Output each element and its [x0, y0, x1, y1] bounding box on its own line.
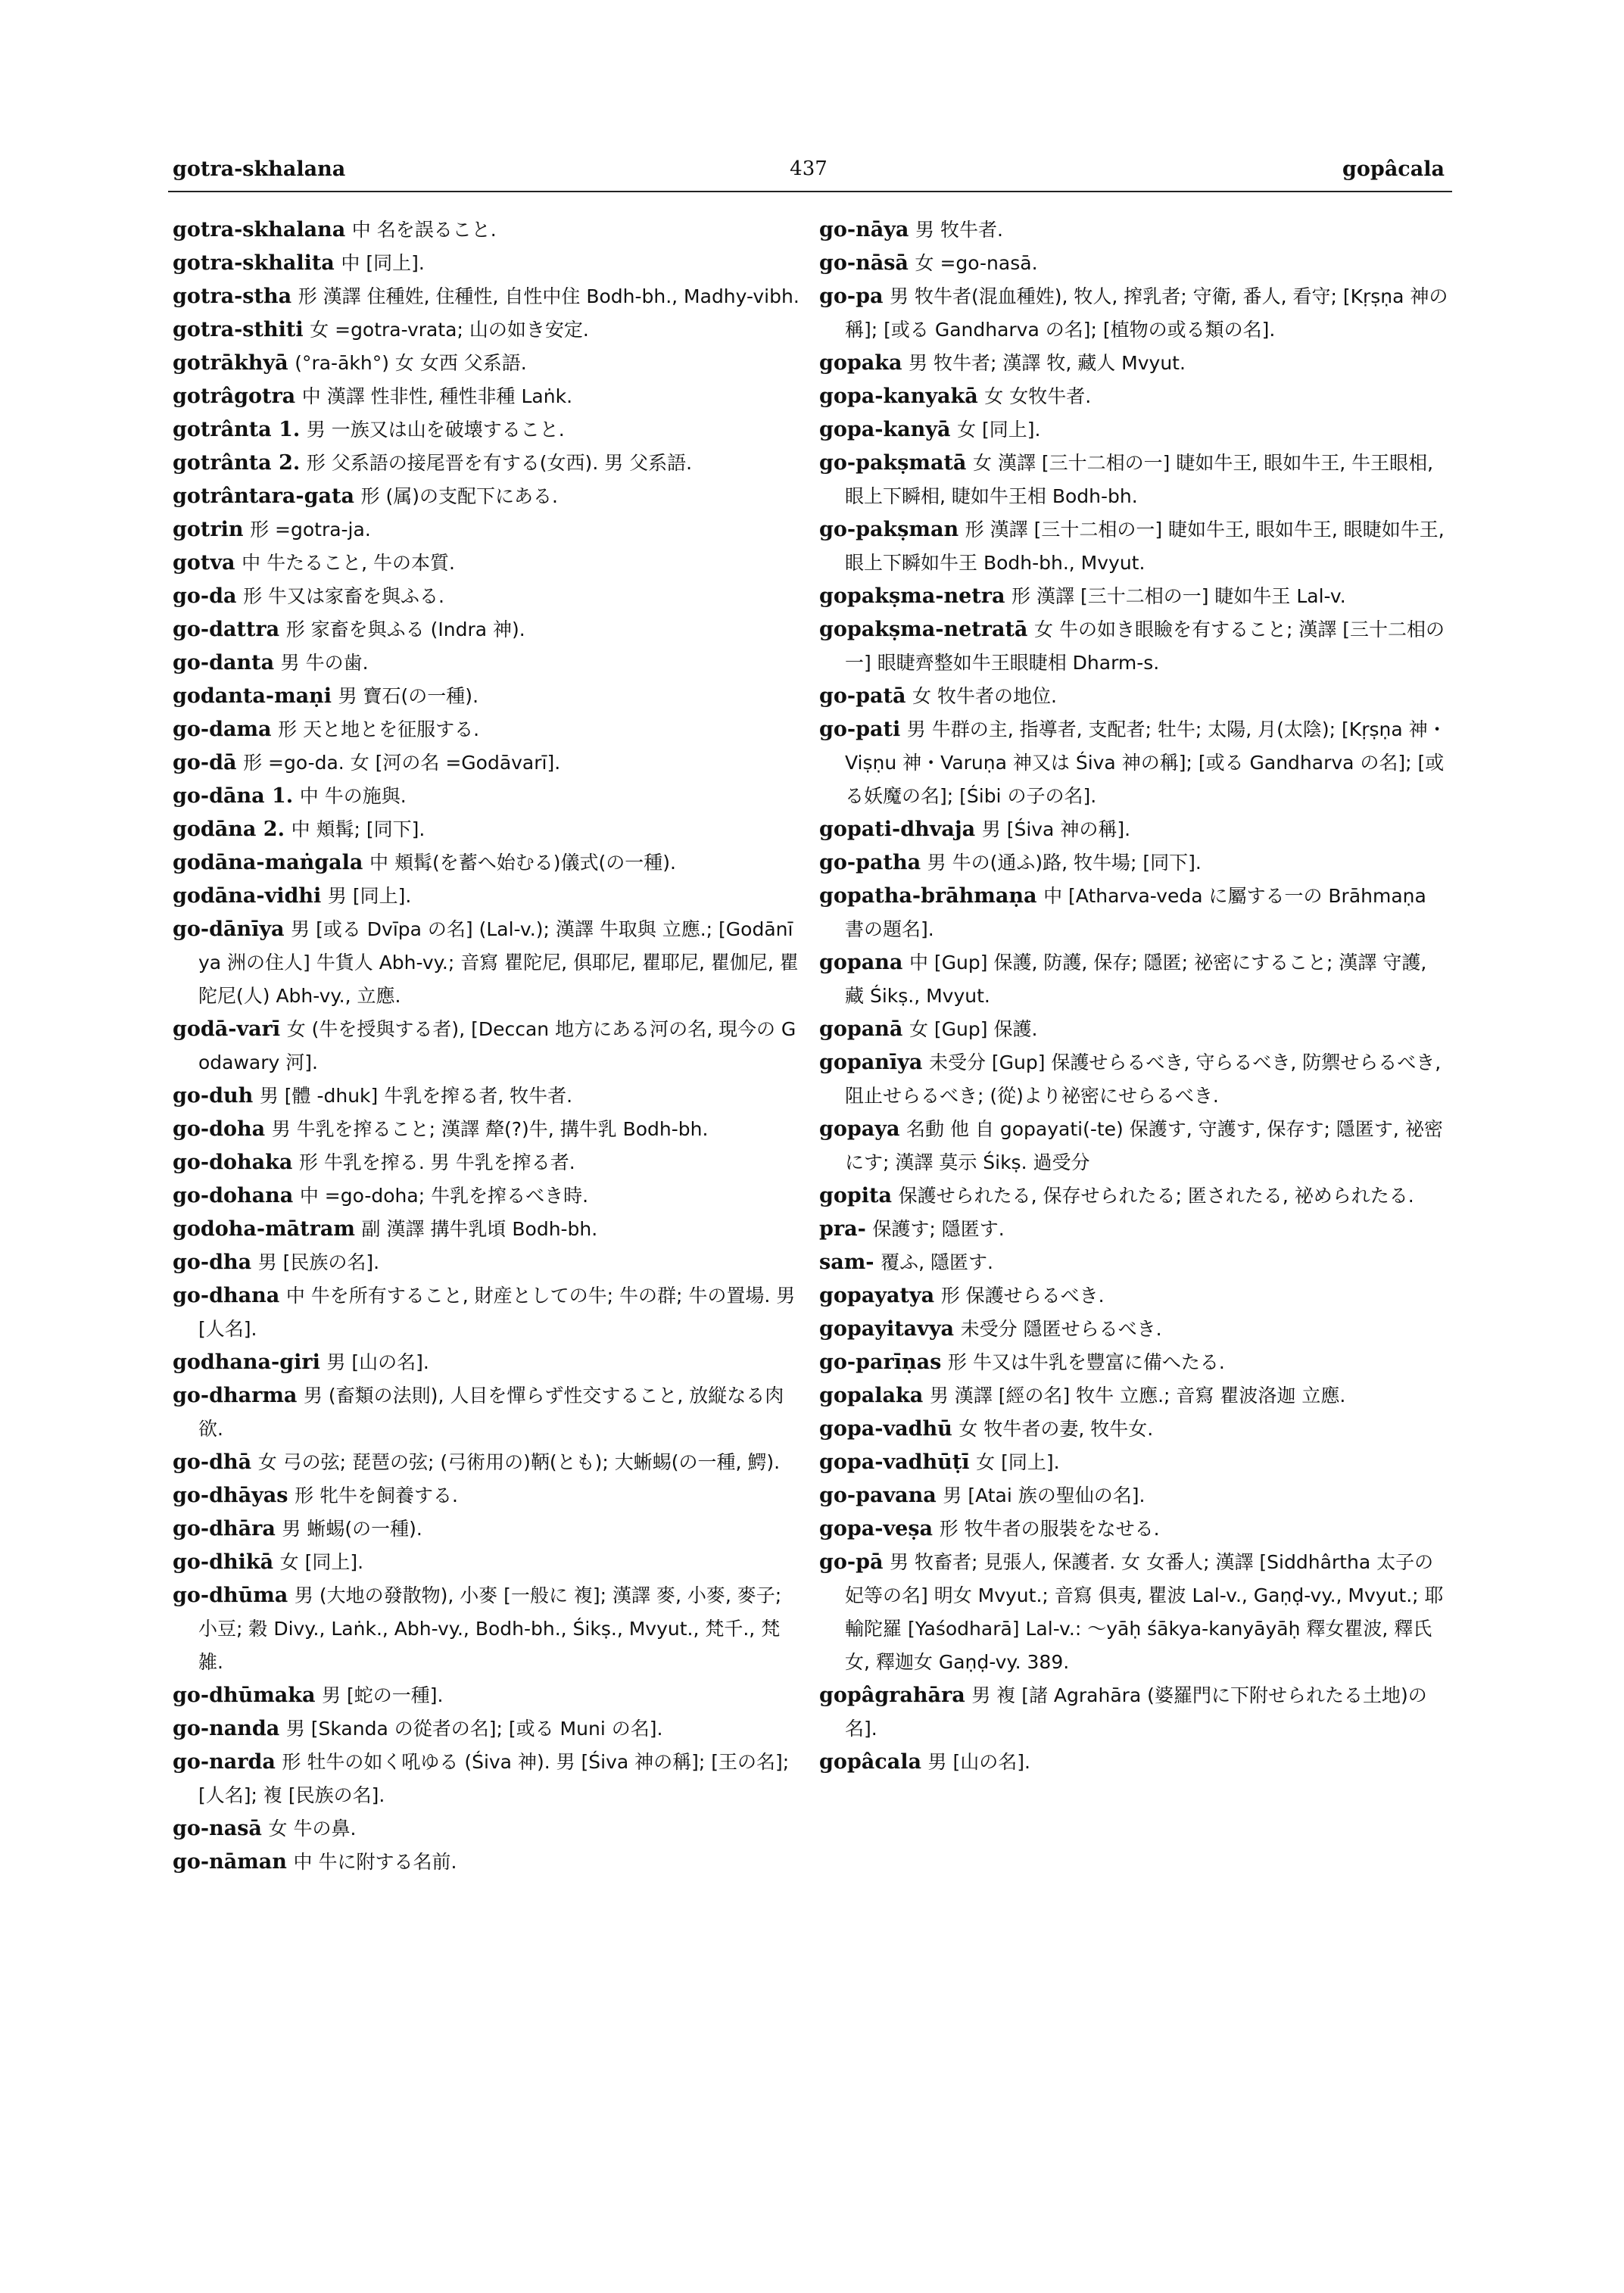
entry-definition: 女 女牧牛者.: [984, 385, 1092, 407]
dictionary-entry: [173, 280, 803, 313]
entry-definition: 女 (牛を授與する者), [Deccan 地方にある河の名, 現今の Godawary 河].: [198, 1018, 796, 1073]
entry-headword: go-nāman: [173, 1850, 287, 1874]
dictionary-entry: [173, 613, 803, 646]
entry-definition: 中 [Gup] 保護, 防護, 保存; 隱匿; 祕密にすること; 漢譯 守護, 藏 Śikṣ., Mvyut.: [845, 952, 1427, 1007]
entry-definition: 形 家畜を與ふる (Indra 神).: [285, 618, 525, 640]
entry-definition: 形 牝牛を飼養する.: [295, 1485, 458, 1506]
entry-definition: 男 [Atai 族の聖仙の名].: [943, 1485, 1146, 1506]
dictionary-entry: [819, 1379, 1449, 1413]
entry-definition: 形 =go-da. 女 [河の名 =Godāvarī].: [243, 752, 561, 774]
dictionary-entry: [173, 247, 803, 280]
entry-headword: gopakṣma-netra: [819, 584, 1005, 608]
entry-headword: go-nanda: [173, 1717, 280, 1740]
dictionary-entry: [819, 946, 1449, 1013]
dictionary-entry: [173, 1013, 803, 1080]
entry-definition: 女 牧牛者の地位.: [912, 685, 1057, 707]
entry-headword: go-dhāyas: [173, 1484, 288, 1507]
entry-headword: gopanīya: [819, 1051, 923, 1074]
entry-headword: go-pa: [819, 285, 884, 308]
entry-headword: gopa-vadhūṭī: [819, 1450, 970, 1474]
entry-headword: go-pakṣmatā: [819, 451, 967, 475]
entry-definition: 男 一族又は山を破壊すること.: [306, 419, 565, 441]
entry-headword: gopati-dhvaja: [819, 818, 976, 841]
dictionary-entry: [819, 1313, 1449, 1346]
entry-definition: 男 牛乳を搾ること; 漢譯 犛(?)牛, 搆牛乳 Bodh-bh.: [271, 1118, 709, 1140]
entry-headword: go-dohana: [173, 1184, 294, 1207]
entry-definition: 男 [蛇の一種].: [322, 1684, 444, 1706]
header-rule: [168, 191, 1452, 192]
dictionary-entry: [173, 880, 803, 913]
dictionary-entry: [819, 1679, 1449, 1746]
dictionary-entry: [819, 1513, 1449, 1546]
entry-headword: godanta-maṇi: [173, 684, 332, 708]
entry-headword: gotrânta 1.: [173, 418, 301, 441]
entry-headword: gotrântara-gata: [173, 484, 354, 508]
dictionary-entry: [819, 1046, 1449, 1113]
entry-headword: gotva: [173, 551, 235, 575]
entry-headword: godoha-mātram: [173, 1217, 355, 1241]
entry-definition: 男 牧牛者.: [915, 219, 1003, 241]
dictionary-entry: [173, 1513, 803, 1546]
entry-headword: go-pavana: [819, 1484, 937, 1507]
entry-headword: gopalaka: [819, 1384, 924, 1407]
entry-definition: 覆ふ, 隱匿す.: [881, 1251, 993, 1273]
entry-definition: 男 (大地の發散物), 小麥 [一般に 複]; 漢譯 麥, 小麥, 麥子; 小豆; 穀 Divy., Laṅk., Abh-vy., Bodh-bh., Śikṣ., Mvyut., 梵千., 梵雑.: [198, 1584, 782, 1673]
dictionary-entry: [173, 1279, 803, 1346]
dictionary-entry: [173, 1479, 803, 1513]
entry-definition: 中 名を誤ること.: [351, 219, 497, 241]
dictionary-entry: [819, 513, 1449, 580]
entry-definition: 中 漢譯 性非性, 種性非種 Laṅk.: [301, 385, 573, 407]
entry-headword: gopayitavya: [819, 1317, 955, 1341]
entry-headword: go-pati: [819, 718, 901, 741]
entry-headword: godhana-giri: [173, 1351, 320, 1374]
dictionary-entry: [819, 1013, 1449, 1046]
dictionary-entry: [819, 1546, 1449, 1679]
entry-headword: go-dohaka: [173, 1151, 293, 1174]
entry-headword: sam-: [819, 1251, 874, 1274]
entry-headword: godāna 2.: [173, 818, 285, 841]
entry-definition: 未受分 [Gup] 保護せらるべき, 守らるべき, 防禦せらるべき, 阻止せらるべき; (從)より祕密にせらるべき.: [845, 1051, 1442, 1107]
entry-headword: go-dā: [173, 751, 237, 774]
entry-definition: 女 [同上].: [976, 1451, 1060, 1473]
dictionary-entry: [173, 447, 803, 480]
dictionary-entry: [173, 1379, 803, 1446]
entry-headword: gopakṣma-netratā: [819, 618, 1028, 641]
entry-headword: go-dāna 1.: [173, 784, 294, 808]
dictionary-entry: [173, 1213, 803, 1246]
dictionary-entry: [173, 1712, 803, 1746]
entry-headword: go-patā: [819, 684, 906, 708]
entry-definition: (°ra-ākh°) 女 女西 父系語.: [295, 352, 527, 374]
entry-headword: gopa-kanyā: [819, 418, 951, 441]
header-right-guide-word: gopâcala: [1342, 157, 1445, 181]
dictionary-entry: [819, 1246, 1449, 1279]
dictionary-entry: [819, 1446, 1449, 1479]
entry-definition: 保護す; 隱匿す.: [872, 1218, 1005, 1240]
dictionary-entry: [173, 1246, 803, 1279]
entry-headword: gopâcala: [819, 1750, 921, 1774]
entry-headword: gotrânta 2.: [173, 451, 301, 475]
dictionary-entry: [173, 1546, 803, 1579]
entry-headword: go-dama: [173, 718, 272, 741]
entry-definition: 形 (属)の支配下にある.: [360, 485, 558, 507]
entry-definition: 女 [同上].: [279, 1551, 364, 1573]
entry-definition: 中 牛を所有すること, 財産としての牛; 牛の群; 牛の置場. 男 [人名].: [198, 1285, 796, 1340]
dictionary-entry: [819, 1179, 1449, 1213]
dictionary-entry: [819, 713, 1449, 813]
entry-headword: go-dānīya: [173, 918, 285, 941]
entry-definition: 女 牛の如き眼瞼を有すること; 漢譯 [三十二相の一] 眼睫齊整如牛王眼睫相 Dharm-s.: [845, 618, 1445, 674]
header-left-guide-word: gotra-skhalana: [173, 157, 346, 181]
dictionary-entry: [173, 746, 803, 780]
entry-headword: go-doha: [173, 1117, 266, 1141]
dictionary-entry: [173, 1846, 803, 1879]
entry-definition: 中 頬髯(を蓄へ始むる)儀式(の一種).: [369, 852, 676, 874]
entry-headword: go-narda: [173, 1750, 276, 1774]
entry-definition: 形 天と地とを征服する.: [278, 718, 480, 740]
dictionary-entry: [819, 1279, 1449, 1313]
entry-definition: 男 牧畜者; 見張人, 保護者. 女 女番人; 漢譯 [Siddhârtha 太子の妃等の名] 明女 Mvyut.; 音寫 俱夷, 瞿波 Lal-v., Gaṇḍ-vy., Mvyut.; 耶輸陀羅 [Yaśodharā] Lal-v.: ～yāḥ śākya-kanyāyāḥ 釋女瞿波, 釋氏女, 釋迦女 Gaṇḍ-vy. 389.: [845, 1551, 1444, 1673]
entry-definition: 男 漢譯 [經の名] 牧牛 立應.; 音寫 瞿波洛迦 立應.: [929, 1385, 1346, 1407]
dictionary-entry: [173, 680, 803, 713]
dictionary-entry: [173, 813, 803, 846]
dictionary-entry: [819, 1113, 1449, 1179]
entry-headword: gopâgrahāra: [819, 1684, 965, 1707]
entry-headword: go-parīṇas: [819, 1351, 942, 1374]
entry-definition: 副 漢譯 搆牛乳頃 Bodh-bh.: [361, 1218, 598, 1240]
entry-definition: 保護せられたる, 保存せられたる; 匿されたる, 祕められたる.: [898, 1185, 1414, 1207]
entry-headword: godāna-vidhi: [173, 884, 322, 908]
entry-headword: go-da: [173, 584, 237, 608]
entry-definition: 中 頬髯; [同下].: [291, 818, 425, 840]
running-head: [173, 157, 1445, 188]
entry-definition: 女 弓の弦; 琵琶の弦; (弓術用の)鞆(とも); 大蜥蜴(の一種, 鰐).: [257, 1451, 781, 1473]
entry-headword: go-dha: [173, 1251, 252, 1274]
dictionary-entry: [173, 513, 803, 547]
entry-headword: gotra-skhalita: [173, 251, 335, 275]
dictionary-entry: [173, 846, 803, 880]
page-number: 437: [790, 157, 828, 180]
entry-definition: 形 牛又は牛乳を豐富に備へたる.: [947, 1351, 1225, 1373]
entry-definition: 中 [同上].: [341, 252, 425, 274]
entry-definition: 中 牛たること, 牛の本質.: [242, 552, 455, 574]
entry-headword: go-pā: [819, 1550, 884, 1574]
entry-headword: gopanā: [819, 1017, 903, 1041]
dictionary-entry: [819, 380, 1449, 413]
dictionary-entry: [819, 613, 1449, 680]
entry-definition: 名動 他 自 gopayati(-te) 保護す, 守護す, 保存す; 隱匿す, 祕密にす; 漢譯 莫示 Śikṣ. 過受分: [845, 1118, 1443, 1173]
entry-definition: 男 牛の(通ふ)路, 牧牛場; [同下].: [927, 852, 1202, 874]
entry-definition: 女 [Gup] 保護.: [909, 1018, 1038, 1040]
dictionary-entry: [819, 1746, 1449, 1779]
dictionary-entry: [173, 213, 803, 247]
entry-definition: 男 [Śiva 神の稱].: [981, 818, 1131, 840]
dictionary-entry: [173, 1679, 803, 1712]
entry-headword: gotra-stha: [173, 285, 292, 308]
dictionary-entry: [173, 347, 803, 380]
entry-headword: gopaka: [819, 351, 902, 375]
entry-headword: go-dattra: [173, 618, 280, 641]
entry-definition: 形 牧牛者の服裝をなせる.: [939, 1518, 1160, 1540]
entry-headword: go-dhūmaka: [173, 1684, 316, 1707]
entry-headword: godā-varī: [173, 1017, 281, 1041]
dictionary-entry: [819, 1413, 1449, 1446]
entry-definition: 男 牛群の主, 指導者, 支配者; 牡牛; 太陽, 月(太陰); [Kṛṣṇa 神・Viṣṇu 神・Varuṇa 神又は Śiva 神の稱]; [或る Gandharva の名]; [或る妖魔の名]; [Śibi の子の名].: [845, 718, 1447, 807]
dictionary-entry: [173, 1179, 803, 1213]
dictionary-entry: [819, 280, 1449, 347]
entry-definition: 男 複 [諸 Agrahāra (婆羅門に下附せられたる土地)の名].: [845, 1684, 1427, 1740]
entry-definition: 男 牧牛者(混血種姓), 牧人, 搾乳者; 守衛, 番人, 看守; [Kṛṣṇa 神の稱]; [或る Gandharva の名]; [植物の或る類の名].: [845, 285, 1448, 341]
entry-headword: go-nāya: [819, 218, 909, 241]
dictionary-entry: [819, 213, 1449, 247]
dictionary-entry: [173, 646, 803, 680]
entry-headword: gotrākhyā: [173, 351, 288, 375]
left-column: [173, 213, 803, 1879]
entry-headword: gopa-vadhū: [819, 1417, 952, 1441]
dictionary-entry: [173, 1579, 803, 1679]
entry-headword: go-dhana: [173, 1284, 280, 1307]
dictionary-entry: [173, 580, 803, 613]
dictionary-entry: [819, 1479, 1449, 1513]
entry-headword: go-patha: [819, 851, 921, 874]
entry-definition: 男 [體 -dhuk] 牛乳を搾る者, 牧牛者.: [259, 1085, 573, 1107]
entry-headword: gopa-kanyakā: [819, 385, 978, 408]
dictionary-entry: [819, 1346, 1449, 1379]
entry-definition: 女 漢譯 [三十二相の一] 睫如牛王, 眼如牛王, 牛王眼相, 眼上下瞬相, 睫如牛王相 Bodh-bh.: [845, 452, 1434, 507]
dictionary-entry: [173, 913, 803, 1013]
entry-headword: gotra-skhalana: [173, 218, 346, 241]
entry-definition: 男 (畜類の法則), 人目を憚らず性交すること, 放縦なる肉欲.: [198, 1385, 784, 1440]
entry-definition: 中 牛の施與.: [299, 785, 407, 807]
entry-headword: go-dharma: [173, 1384, 298, 1407]
dictionary-entry: [173, 547, 803, 580]
entry-headword: gopayatya: [819, 1284, 935, 1307]
entry-definition: 中 =go-doha; 牛乳を搾るべき時.: [299, 1185, 589, 1207]
entry-definition: 形 =gotra-ja.: [250, 519, 371, 541]
entry-headword: go-dhāra: [173, 1517, 276, 1541]
dictionary-entry: [173, 780, 803, 813]
dictionary-entry: [819, 413, 1449, 447]
dictionary-entry: [819, 680, 1449, 713]
entry-definition: 男 [Skanda の從者の名]; [或る Muni の名].: [285, 1718, 663, 1740]
dictionary-entry: [819, 447, 1449, 513]
entry-definition: 男 [山の名].: [326, 1351, 429, 1373]
entry-definition: 形 漢譯 [三十二相の一] 睫如牛王, 眼如牛王, 眼睫如牛王, 眼上下瞬如牛王 Bodh-bh., Mvyut.: [845, 519, 1445, 574]
entry-definition: 形 牛又は家畜を與ふる.: [243, 585, 444, 607]
dictionary-entry: [173, 313, 803, 347]
dictionary-entry: [819, 813, 1449, 846]
entry-headword: gopita: [819, 1184, 892, 1207]
entry-headword: pra-: [819, 1217, 866, 1241]
dictionary-entry: [173, 1746, 803, 1812]
dictionary-entry: [173, 1146, 803, 1179]
entry-definition: 男 [同上].: [327, 885, 412, 907]
dictionary-entry: [819, 846, 1449, 880]
entry-definition: 中 牛に附する名前.: [293, 1851, 457, 1873]
entry-headword: gotra-sthiti: [173, 318, 304, 341]
dictionary-entry: [173, 480, 803, 513]
entry-headword: gopaya: [819, 1117, 900, 1141]
entry-headword: go-dhikā: [173, 1550, 274, 1574]
entry-headword: godāna-maṅgala: [173, 851, 363, 874]
dictionary-entry: [819, 347, 1449, 380]
entry-definition: 男 [山の名].: [927, 1751, 1030, 1773]
dictionary-entry: [819, 1213, 1449, 1246]
entry-definition: 女 =go-nasā.: [915, 252, 1038, 274]
dictionary-entry: [173, 1113, 803, 1146]
entry-definition: 未受分 隱匿せらるべき.: [960, 1318, 1162, 1340]
entry-definition: 女 [同上].: [957, 419, 1041, 441]
entry-headword: gopatha-brāhmaṇa: [819, 884, 1037, 908]
dictionary-entry: [819, 580, 1449, 613]
dictionary-entry: [173, 1812, 803, 1846]
dictionary-entry: [173, 1346, 803, 1379]
entry-definition: 形 保護せらるべき.: [940, 1285, 1105, 1307]
entry-headword: go-dhā: [173, 1450, 252, 1474]
entry-headword: gopa-veṣa: [819, 1517, 934, 1541]
entry-headword: go-danta: [173, 651, 275, 675]
right-column: [819, 213, 1449, 1779]
entry-definition: 男 [或る Dvīpa の名] (Lal-v.); 漢譯 牛取與 立應.; [Godānīya 洲の住人] 牛貨人 Abh-vy.; 音寫 瞿陀尼, 俱耶尼, 瞿耶尼, 瞿伽尼, 瞿陀尼(人) Abh-vy., 立應.: [198, 918, 799, 1007]
entry-headword: go-nasā: [173, 1817, 262, 1840]
entry-definition: 形 漢譯 [三十二相の一] 睫如牛王 Lal-v.: [1011, 585, 1346, 607]
dictionary-entry: [173, 413, 803, 447]
entry-definition: 形 牡牛の如く吼ゆる (Śiva 神). 男 [Śiva 神の稱]; [王の名]; [人名]; 複 [民族の名].: [198, 1751, 790, 1806]
dictionary-entry: [173, 1446, 803, 1479]
entry-definition: 形 父系語の接尾晋を有する(女西). 男 父系語.: [306, 452, 693, 474]
entry-headword: go-duh: [173, 1084, 254, 1108]
entry-headword: go-pakṣman: [819, 518, 959, 541]
entry-headword: gotrin: [173, 518, 244, 541]
entry-definition: 男 牛の歯.: [280, 652, 369, 674]
entry-definition: 男 [民族の名].: [257, 1251, 380, 1273]
entry-headword: go-dhūma: [173, 1584, 288, 1607]
entry-definition: 形 牛乳を搾る. 男 牛乳を搾る者.: [298, 1151, 575, 1173]
dictionary-entry: [173, 380, 803, 413]
entry-definition: 男 寶石(の一種).: [338, 685, 479, 707]
dictionary-entry: [819, 880, 1449, 946]
dictionary-entry: [819, 247, 1449, 280]
entry-definition: 女 牛の鼻.: [268, 1818, 357, 1840]
dictionary-entry: [173, 1080, 803, 1113]
entry-headword: gopana: [819, 951, 903, 974]
entry-definition: 中 [Atharva-veda に屬する一の Brāhmaṇa 書の題名].: [845, 885, 1426, 940]
entry-definition: 女 =gotra-vrata; 山の如き安定.: [310, 319, 589, 341]
entry-definition: 女 牧牛者の妻, 牧牛女.: [959, 1418, 1154, 1440]
dictionary-entry: [173, 713, 803, 746]
entry-headword: go-nāsā: [819, 251, 909, 275]
entry-headword: gotrâgotra: [173, 385, 296, 408]
entry-definition: 男 蜥蜴(の一種).: [282, 1518, 422, 1540]
entry-definition: 形 漢譯 住種姓, 住種性, 自性中住 Bodh-bh., Madhy-vibh.: [298, 285, 800, 307]
entry-definition: 男 牧牛者; 漢譯 牧, 藏人 Mvyut.: [909, 352, 1186, 374]
